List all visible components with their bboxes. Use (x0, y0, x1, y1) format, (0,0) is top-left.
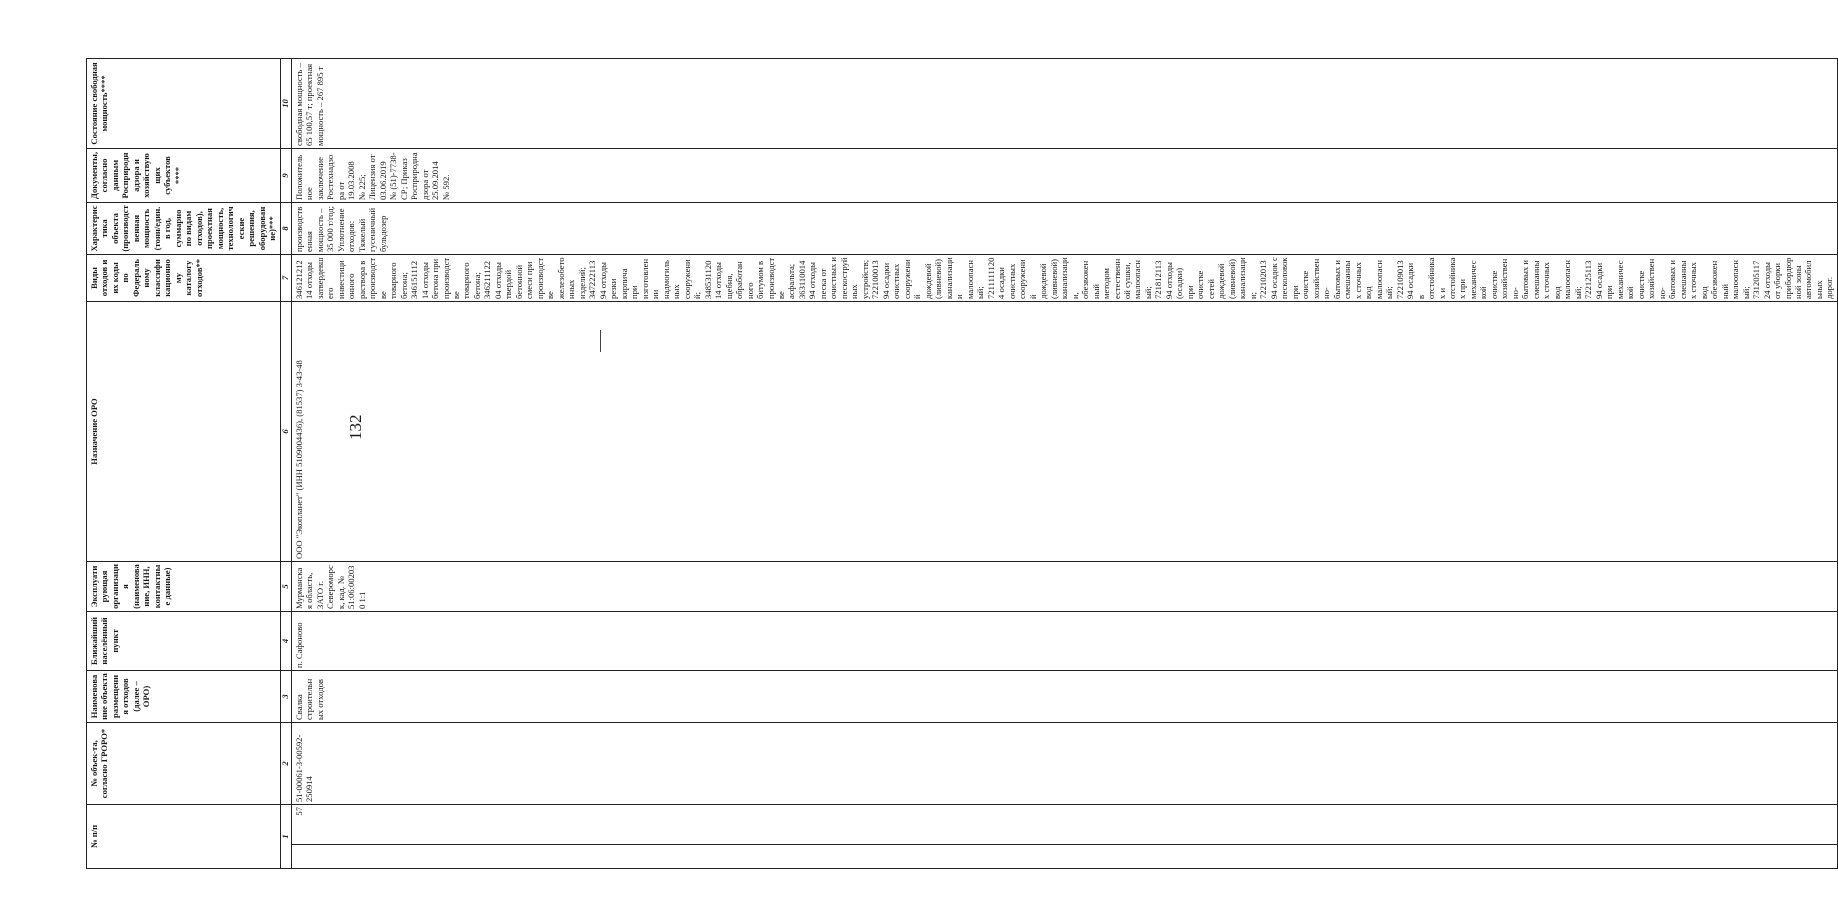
column-number: 9 (280, 148, 291, 202)
operator: Мурманская область, ЗАТО г. Североморск, кад. № 51:06:002030 1:1 (291, 561, 1837, 611)
waste-type-item: 72111111204 осадки очистных сооружений дождевой (ливневой) канализации, обезвоженный методом естественной сушки, малоопасный; (985, 257, 1153, 299)
header-characteristics: Характеристика объекта (производственная мощность (тонн/един. в год, суммарно по видам отходов), проектная мощность, технологические решения, оборудование)*** (87, 202, 281, 254)
header-no: № п/п (87, 804, 281, 868)
waste-type-item: 34615111214 отходы бетона при производстве товарного бетона; (409, 257, 482, 299)
row-number: 57 (291, 804, 1837, 844)
page-number: 132 (346, 414, 365, 440)
column-number-row (280, 58, 291, 868)
header-purpose: Назначение ОРО (87, 301, 281, 561)
table-row (291, 58, 1837, 868)
header-waste-types: Виды отходов и их коды по Федеральному классификационному каталогу отходов** (87, 254, 281, 301)
column-number: 2 (280, 722, 291, 804)
waste-type-item: 34612121214 отходы затвердевшего инвестиционного раствора в производстве товарного бетона; (293, 257, 409, 299)
header-operator: Эксплуатирующая организация (наименование, ИНН, контактные данные) (87, 561, 281, 611)
characteristics: производственная мощность – 35 000 т/год; Уплотнение отходов: Тяжелый гусеничный бульдозер (291, 202, 1837, 254)
header-object-no: № объек-та, согласно ГРОРО* (87, 722, 281, 804)
waste-type-item: 72181211394 отходы (осадки) при очистке сетей дождевой (ливневой) канализации; (1153, 257, 1258, 299)
header-object-name: Наименование объекта размещения отходов (далее – ОРО) (87, 670, 281, 722)
waste-types (291, 254, 1837, 301)
waste-type-item: 72210001394 осадки очистных сооружений дождевой (ливневой) канализации малоопасный; (870, 257, 986, 299)
waste-type-item: 72212511394 осадки при механической очистке хозяйственно-бытовых и смешанных сточных вод обезвоженный малоопасный; (1583, 258, 1751, 299)
waste-type-item: 36311001494 отходы песка от очистных и пескоструйных устройств; (796, 257, 870, 299)
header-state: Состояние свободная мощность**** (87, 58, 281, 148)
waste-type-item: 34621112204 отходы твердой бетонной смеси при производстве железобетонных изделий; (482, 257, 587, 299)
object-number: 51-00061-З-00592-250914 (291, 722, 1837, 804)
purpose: ООО "Экопланет" (ИНН 5109004436), (81537) 3-43-48 (291, 301, 1837, 561)
state: свободная мощность – 65 100,57 т; проектная мощность – 267 895 т (291, 58, 1837, 148)
header-documents: Документы, согласно данным Росприроднадзора и хозяйствующих субъектов **** (87, 148, 281, 202)
column-number: 1 (280, 804, 291, 868)
waste-type-item: 72210201394 осадок с песколовок при очистке хозяйственно-бытовых и смешанных сточных вод малоопасный; (1258, 257, 1395, 299)
header-row (87, 58, 281, 868)
row-blank-cell (291, 845, 1837, 869)
column-number: 7 (280, 254, 291, 301)
column-number: 3 (280, 670, 291, 722)
column-number: 8 (280, 202, 291, 254)
settlement: п. Сафоново (291, 611, 1837, 670)
waste-type-item: 72210901394 осадки в отстойниках и отстойниках при механической очистке хозяйственно-бытовых и смешанных сточных вод малоопасный; (1394, 257, 1583, 299)
column-number: 6 (280, 301, 291, 561)
waste-type-item: 34722211394 отходы резки кирпича при изготовлении надмогильных сооружений; (587, 258, 703, 299)
waste-type-item: 34853112014 отходы щебня, обработанного битумом в производстве асфальта; (702, 257, 797, 299)
rotated-table-container (86, 59, 1835, 869)
column-number: 5 (280, 561, 291, 611)
column-number: 4 (280, 611, 291, 670)
documents: Положительное заключение Ростехнадзора от 19.03.2008 № 225; Лицензия от 03.06.2019 № (51)-7738-СР; Приказ Росприроднадзора от 25.09.2014 № 592. (291, 148, 1837, 202)
header-settlement: Ближайший населённый пункт (87, 611, 281, 670)
waste-objects-table (86, 58, 1838, 869)
column-number: 10 (280, 58, 291, 148)
object-name: Свалка строительных отходов (291, 670, 1837, 722)
waste-type-item: 73120511724 отходы от уборки прибордюрной зоны автомобильных дорог. (1751, 257, 1835, 299)
